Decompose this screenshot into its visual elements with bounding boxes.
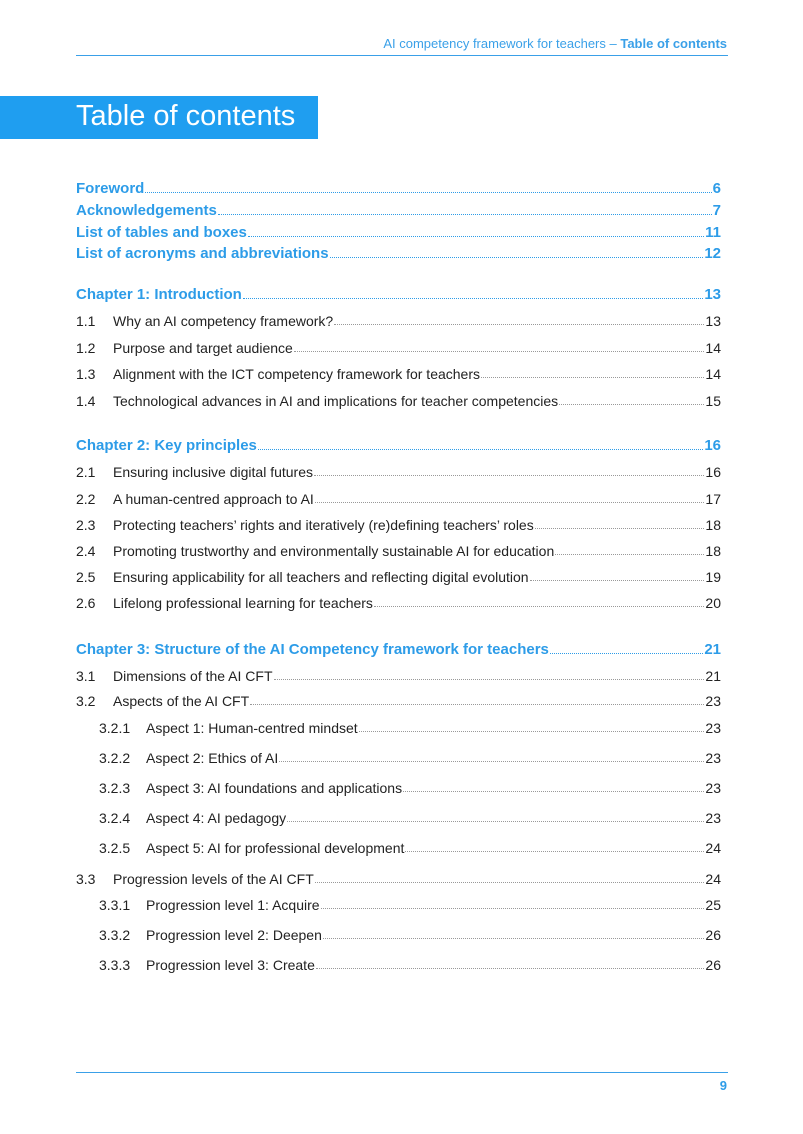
toc-entry-title: Purpose and target audience xyxy=(113,340,293,356)
toc-heading-entry[interactable] xyxy=(76,286,721,303)
toc-entry-title: Progression level 3: Create xyxy=(146,957,315,973)
toc-entry-title: Aspect 4: AI pedagogy xyxy=(146,810,287,826)
toc-entry-title: Chapter 3: Structure of the AI Competency framework for teachers xyxy=(76,641,549,658)
toc-entry-page: 16 xyxy=(704,437,721,454)
toc-leader-dots xyxy=(287,821,704,822)
toc-heading-entry[interactable] xyxy=(76,245,721,262)
toc-entry[interactable] xyxy=(76,720,721,736)
toc-entry-number: 3.3.3 xyxy=(99,957,131,973)
toc-entry-page: 24 xyxy=(705,840,721,856)
toc-leader-dots xyxy=(258,449,703,450)
running-header-title: AI competency framework for teachers xyxy=(383,36,606,51)
toc-entry-title: Technological advances in AI and implications for teacher competencies xyxy=(113,393,559,409)
toc-entry-page: 17 xyxy=(705,491,721,507)
toc-entry-page: 20 xyxy=(705,595,721,611)
toc-entry-title: Aspect 1: Human-centred mindset xyxy=(146,720,358,736)
toc-entry-title: Why an AI competency framework? xyxy=(113,313,334,329)
toc-entry-page: 23 xyxy=(705,750,721,766)
running-header-separator: – xyxy=(605,36,621,51)
toc-entry[interactable] xyxy=(76,750,721,766)
toc-entry-title: Aspect 5: AI for professional development xyxy=(146,840,405,856)
toc-leader-dots xyxy=(315,882,705,883)
toc-entry-number: 3.3.1 xyxy=(99,897,131,913)
toc-entry-page: 21 xyxy=(705,668,721,684)
toc-leader-dots xyxy=(481,377,704,378)
toc-entry-title: Aspects of the AI CFT xyxy=(113,693,250,709)
toc-leader-dots xyxy=(248,236,704,237)
toc-entry-title: Progression level 1: Acquire xyxy=(146,897,320,913)
toc-leader-dots xyxy=(243,298,703,299)
toc-leader-dots xyxy=(250,704,704,705)
toc-entry-page: 19 xyxy=(705,569,721,585)
toc-entry-number: 3.3.2 xyxy=(99,927,131,943)
toc-entry-number: 2.4 xyxy=(76,543,96,559)
toc-heading-entry[interactable] xyxy=(76,641,721,658)
toc-leader-dots xyxy=(555,554,704,555)
toc-leader-dots xyxy=(530,580,705,581)
toc-entry-page: 6 xyxy=(712,180,721,197)
toc-leader-dots xyxy=(279,761,704,762)
toc-entry-page: 25 xyxy=(705,897,721,913)
toc-leader-dots xyxy=(535,528,705,529)
toc-entry-number: 3.1 xyxy=(76,668,96,684)
toc-entry-page: 26 xyxy=(705,957,721,973)
toc-leader-dots xyxy=(330,257,704,258)
header-rule xyxy=(76,55,728,56)
toc-heading-entry[interactable] xyxy=(76,224,721,241)
toc-entry[interactable] xyxy=(76,491,721,507)
page-heading: Table of contents xyxy=(76,100,296,132)
toc-entry-title: Lifelong professional learning for teachers xyxy=(113,595,373,611)
toc-leader-dots xyxy=(374,606,704,607)
toc-entry-number: 2.6 xyxy=(76,595,96,611)
toc-entry[interactable] xyxy=(76,897,721,913)
toc-leader-dots xyxy=(323,938,705,939)
toc-heading-entry[interactable] xyxy=(76,202,721,219)
toc-entry-page: 23 xyxy=(705,780,721,796)
toc-entry-number: 1.4 xyxy=(76,393,96,409)
toc-entry-number: 2.5 xyxy=(76,569,96,585)
toc-entry-title: Foreword xyxy=(76,180,145,197)
toc-entry-page: 13 xyxy=(705,313,721,329)
toc-leader-dots xyxy=(405,851,704,852)
toc-leader-dots xyxy=(314,475,704,476)
toc-entry[interactable] xyxy=(76,340,721,356)
toc-entry-title: Progression levels of the AI CFT xyxy=(113,871,314,887)
toc-entry[interactable] xyxy=(76,871,721,887)
toc-entry[interactable] xyxy=(76,517,721,533)
toc-entry[interactable] xyxy=(76,569,721,585)
toc-entry-page: 11 xyxy=(705,224,721,241)
toc-entry-page: 26 xyxy=(705,927,721,943)
toc-entry-page: 23 xyxy=(705,720,721,736)
heading-banner xyxy=(0,96,318,139)
toc-entry-page: 18 xyxy=(705,517,721,533)
toc-entry-title: Promoting trustworthy and environmentally sustainable AI for education xyxy=(113,543,555,559)
toc-leader-dots xyxy=(359,731,705,732)
toc-entry[interactable] xyxy=(76,693,721,709)
toc-entry-number: 1.1 xyxy=(76,313,96,329)
toc-entry-title: Aspect 2: Ethics of AI xyxy=(146,750,279,766)
toc-leader-dots xyxy=(559,404,704,405)
toc-entry[interactable] xyxy=(76,543,721,559)
toc-entry[interactable] xyxy=(76,927,721,943)
toc-entry-title: Progression level 2: Deepen xyxy=(146,927,322,943)
toc-entry-title: Dimensions of the AI CFT xyxy=(113,668,273,684)
running-header-section: Table of contents xyxy=(620,36,727,51)
toc-entry-title: Protecting teachers’ rights and iteratively (re)defining teachers’ roles xyxy=(113,517,534,533)
toc-heading-entry[interactable] xyxy=(76,437,721,454)
toc-leader-dots xyxy=(550,653,703,654)
toc-entry-page: 14 xyxy=(705,366,721,382)
toc-entry-title: Chapter 2: Key principles xyxy=(76,437,257,454)
toc-entry-page: 13 xyxy=(704,286,721,303)
toc-leader-dots xyxy=(315,502,705,503)
toc-entry-number: 1.3 xyxy=(76,366,96,382)
toc-entry-number: 3.2.2 xyxy=(99,750,131,766)
toc-entry-page: 16 xyxy=(705,464,721,480)
toc-entry-title: Chapter 1: Introduction xyxy=(76,286,242,303)
toc-leader-dots xyxy=(274,679,705,680)
toc-entry-number: 1.2 xyxy=(76,340,96,356)
page-number: 9 xyxy=(719,1078,727,1093)
toc-entry-title: List of tables and boxes xyxy=(76,224,247,241)
toc-leader-dots xyxy=(403,791,704,792)
toc-entry-number: 3.2.4 xyxy=(99,810,131,826)
toc-entry[interactable] xyxy=(76,957,721,973)
toc-entry[interactable] xyxy=(76,668,721,684)
toc-entry-title: Aspect 3: AI foundations and applications xyxy=(146,780,403,796)
toc-entry-number: 2.1 xyxy=(76,464,96,480)
toc-entry-number: 3.2.1 xyxy=(99,720,131,736)
toc-leader-dots xyxy=(145,192,711,193)
toc-leader-dots xyxy=(294,351,705,352)
toc-entry-title: Ensuring inclusive digital futures xyxy=(113,464,313,480)
footer-rule xyxy=(76,1072,728,1073)
toc-entry-title: A human-centred approach to AI xyxy=(113,491,314,507)
toc-entry-title: List of acronyms and abbreviations xyxy=(76,245,329,262)
toc-entry-page: 14 xyxy=(705,340,721,356)
toc-heading-entry[interactable] xyxy=(76,180,721,197)
toc-entry-page: 21 xyxy=(704,641,721,658)
toc-entry[interactable] xyxy=(76,393,721,409)
toc-entry-page: 7 xyxy=(712,202,721,219)
toc-entry-title: Alignment with the ICT competency framework for teachers xyxy=(113,366,481,382)
toc-leader-dots xyxy=(321,908,705,909)
toc-entry-page: 23 xyxy=(705,810,721,826)
toc-entry-page: 23 xyxy=(705,693,721,709)
toc-entry-number: 2.2 xyxy=(76,491,96,507)
toc-entry-number: 3.2.3 xyxy=(99,780,131,796)
toc-entry-number: 2.3 xyxy=(76,517,96,533)
toc-entry-page: 12 xyxy=(704,245,721,262)
toc-entry-page: 18 xyxy=(705,543,721,559)
toc-entry[interactable] xyxy=(76,464,721,480)
toc-leader-dots xyxy=(334,324,704,325)
toc-entry[interactable] xyxy=(76,313,721,329)
toc-entry[interactable] xyxy=(76,780,721,796)
toc-entry-page: 15 xyxy=(705,393,721,409)
toc-entry[interactable] xyxy=(76,595,721,611)
toc-entry[interactable] xyxy=(76,810,721,826)
toc-entry-page: 24 xyxy=(705,871,721,887)
toc-entry-number: 3.2 xyxy=(76,693,96,709)
toc-entry[interactable] xyxy=(76,840,721,856)
toc-leader-dots xyxy=(218,214,712,215)
toc-entry-title: Ensuring applicability for all teachers and reflecting digital evolution xyxy=(113,569,529,585)
toc-leader-dots xyxy=(316,968,705,969)
running-header xyxy=(383,36,727,51)
toc-entry-title: Acknowledgements xyxy=(76,202,217,219)
toc-entry-number: 3.3 xyxy=(76,871,96,887)
toc-entry-number: 3.2.5 xyxy=(99,840,131,856)
toc-entry[interactable] xyxy=(76,366,721,382)
